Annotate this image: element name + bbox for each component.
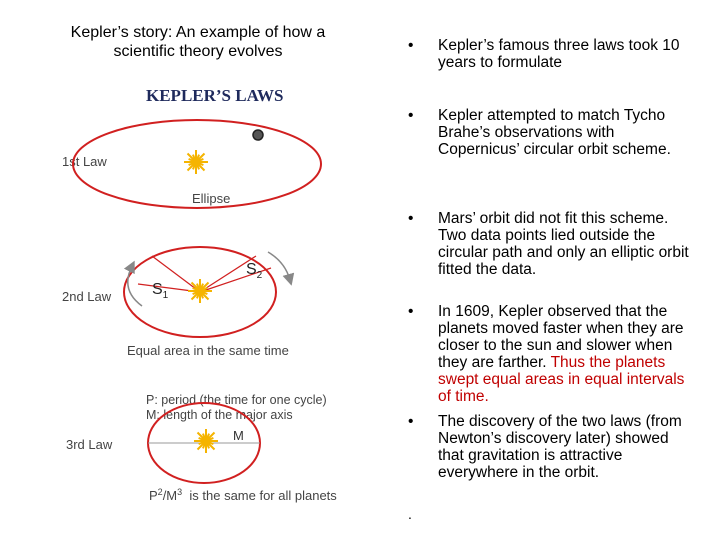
law3-sun-icon <box>194 429 218 453</box>
bullet-symbol: • <box>408 210 414 227</box>
law1-planet-icon <box>253 130 263 140</box>
law2-label: 2nd Law <box>62 289 112 304</box>
law2-motion-arrow-left <box>128 266 142 306</box>
law3-caption-sup1: 2 <box>157 487 163 497</box>
law3-caption-suffix: is the same for all planets <box>182 488 337 503</box>
sun-core <box>202 437 211 446</box>
law3-label: 3rd Law <box>66 437 113 452</box>
slide-title: Kepler’s story: An example of how a scientific theory evolves <box>70 24 326 60</box>
law2-s2-sub: 2 <box>256 270 263 281</box>
law2-s1-label <box>152 281 169 301</box>
sun-core <box>192 158 201 167</box>
law1-caption: Ellipse <box>192 191 231 206</box>
law2-caption: Equal area in the same time <box>127 343 289 358</box>
keplers-laws-figure <box>0 70 360 510</box>
bullet-text-4-highlight: Thus the planets swept equal areas in equal intervals of time. <box>438 354 685 405</box>
law2-s1: S <box>152 281 163 298</box>
bullet-text-1: Kepler’s famous three laws took 10 years to formulate <box>438 37 680 71</box>
law3-caption-mid: /M <box>162 488 178 503</box>
bullet-symbol: • <box>408 413 414 430</box>
law3-caption <box>149 487 337 503</box>
law1-label: 1st Law <box>62 154 107 169</box>
bullet-symbol: • <box>408 37 414 54</box>
keplers-laws-diagram <box>0 70 360 510</box>
bullet-text-3: Mars’ orbit did not fit this scheme. Two data points lied outside the circular path and only an elliptic orbit fitted the data. <box>438 210 689 278</box>
sun-core <box>196 287 205 296</box>
law3-caption-p: P <box>149 488 158 503</box>
law2-s1-sub: 1 <box>162 290 169 301</box>
trailing-mark: . <box>408 506 412 522</box>
law2-s2: S <box>246 261 257 278</box>
bullet-text-4-plain: In 1609, Kepler observed that the planets moved faster when they are closer to the sun and slower when they are farther. <box>438 303 684 371</box>
figure-heading: KEPLER’S LAWS <box>146 86 284 105</box>
law3-legend-p: P: period (the time for one cycle) <box>146 393 327 407</box>
bullet-symbol: • <box>408 303 414 320</box>
bullet-text-5: The discovery of the two laws (from Newton’s discovery later) showed that gravitation is attractive everywhere in the orbit. <box>438 413 682 481</box>
law1-sun-icon <box>184 150 208 174</box>
law3-caption-sup2: 3 <box>177 487 183 497</box>
law2-sun-icon <box>188 279 212 303</box>
bullet-symbol: • <box>408 107 414 124</box>
law3-axis-label: M <box>233 428 244 443</box>
bullet-text-2: Kepler attempted to match Tycho Brahe’s observations with Copernicus’ circular orbit scheme. <box>438 107 671 158</box>
bullet-text-4 <box>438 303 698 405</box>
law3-legend-m: M: length of the major axis <box>146 408 293 422</box>
